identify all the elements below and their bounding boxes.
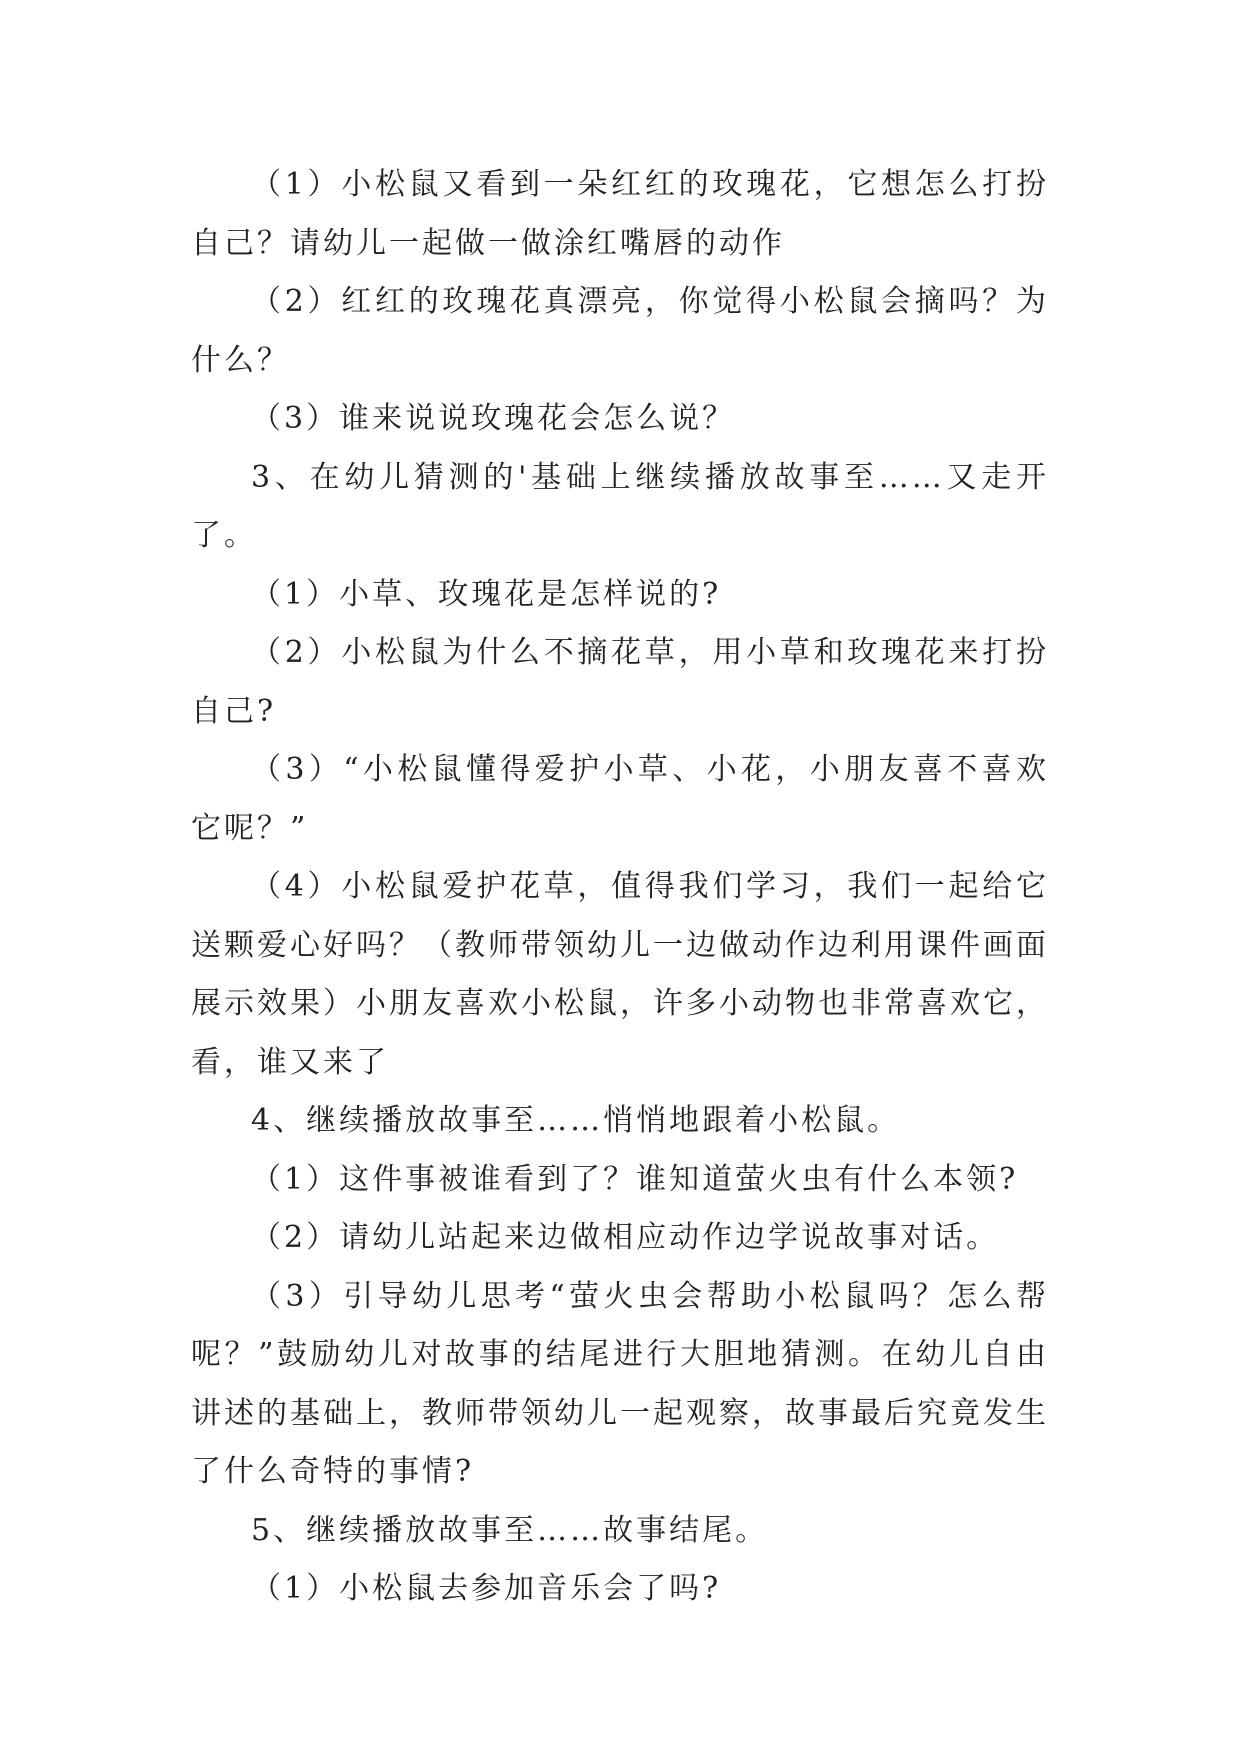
- paragraph: 5、继续播放故事至……故事结尾。: [251, 1512, 769, 1548]
- paragraph: （2）小松鼠为什么不摘花草，用小草和玫瑰花来打扮自己?: [191, 635, 1049, 729]
- paragraph: （3）“小松鼠懂得爱护小草、小花，小朋友喜不喜欢它呢？”: [191, 752, 1049, 846]
- paragraph: （4）小松鼠爱护花草，值得我们学习，我们一起给它送颗爱心好吗？（教师带领幼儿一边做动作边利用课件画面展示效果）小朋友喜欢小松鼠，许多小动物也非常喜欢它，看，谁又来了: [191, 869, 1049, 1080]
- paragraph: （1）小草、玫瑰花是怎样说的?: [251, 576, 722, 612]
- paragraph: （3）引导幼儿思考“萤火虫会帮助小松鼠吗？怎么帮呢？”鼓励幼儿对故事的结尾进行大胆地猜测。在幼儿自由讲述的基础上，教师带领幼儿一起观察，故事最后究竟发生了什么奇特的事情?: [191, 1278, 1049, 1489]
- paragraph: （1）小松鼠又看到一朵红红的玫瑰花，它想怎么打扮自己？请幼儿一起做一做涂红嘴唇的动作: [191, 167, 1049, 261]
- paragraph: （1）小松鼠去参加音乐会了吗?: [251, 1571, 722, 1606]
- document-body: [191, 156, 1049, 1619]
- paragraph: （2）红红的玫瑰花真漂亮，你觉得小松鼠会摘吗？为什么？: [191, 284, 1049, 378]
- paragraph: （3）谁来说说玫瑰花会怎么说？: [251, 401, 736, 436]
- paragraph: 3、在幼儿猜测的'基础上继续播放故事至……又走开了。: [191, 459, 1049, 553]
- paragraph: （2）请幼儿站起来边做相应动作边学说故事对话。: [251, 1220, 1000, 1255]
- paragraph: （1）这件事被谁看到了？谁知道萤火虫有什么本领?: [251, 1161, 1019, 1197]
- paragraph: 4、继续播放故事至……悄悄地跟着小松鼠。: [251, 1103, 901, 1138]
